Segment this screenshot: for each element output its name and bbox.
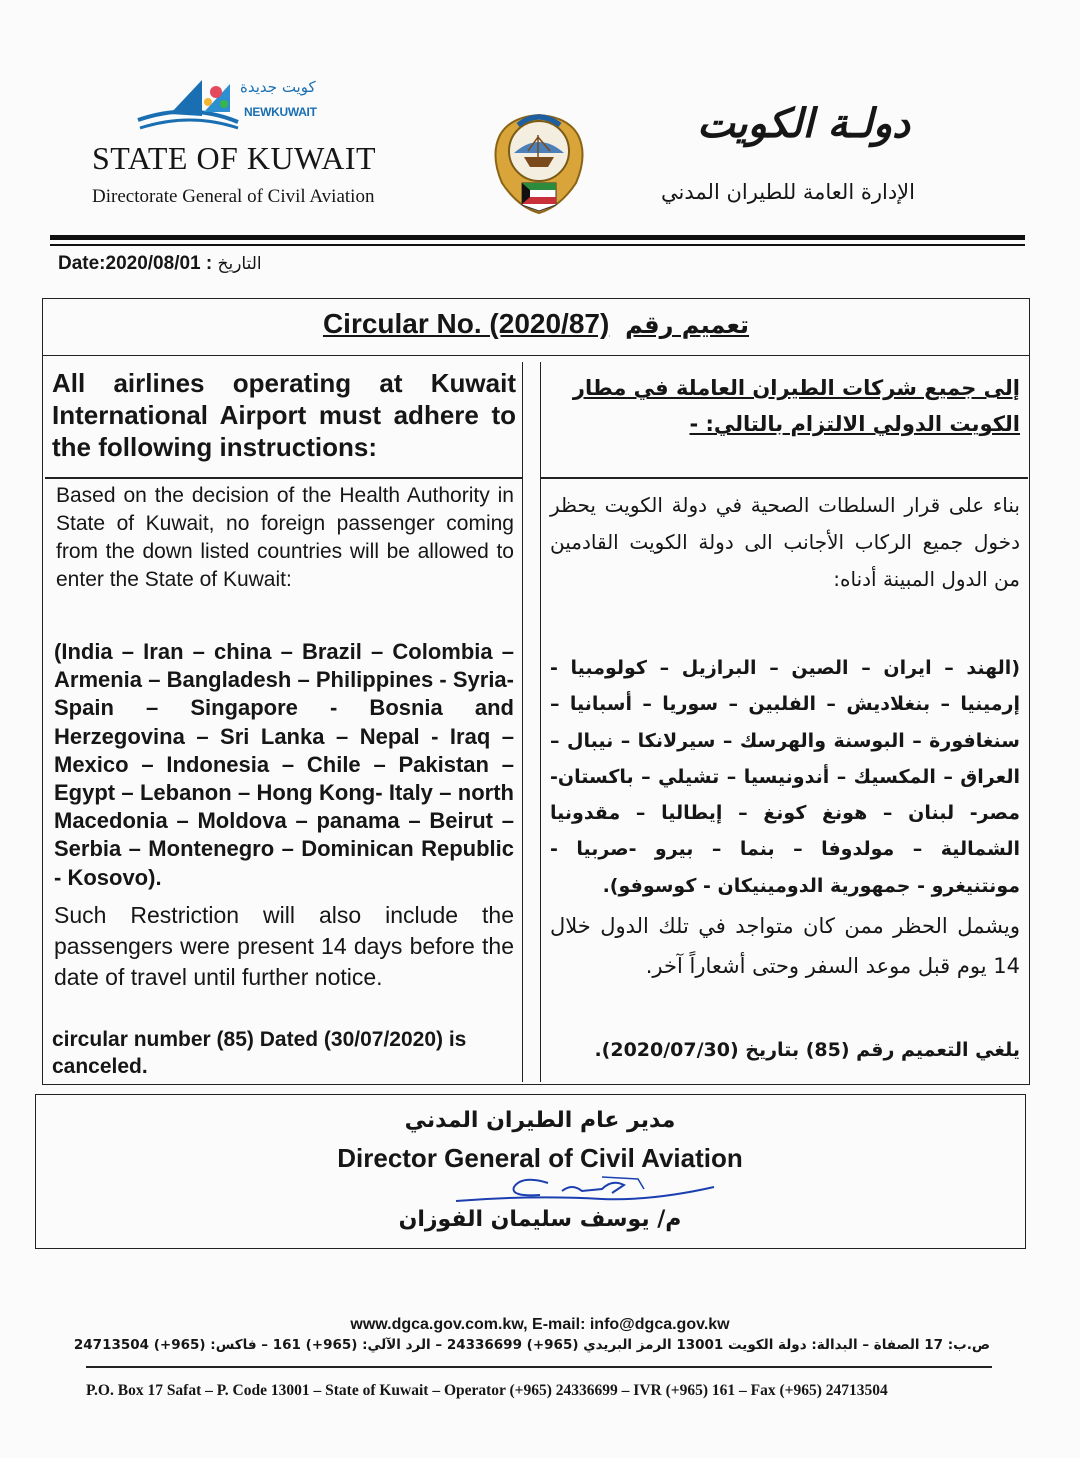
circular-title-bar	[42, 298, 1030, 356]
state-title-en: STATE OF KUWAIT	[92, 140, 377, 176]
restriction-paragraph-en: Such Restriction will also include the passengers were present 14 days before the date of travel until further notice.	[54, 902, 514, 990]
state-title-ar: دولـة الكويت	[697, 100, 910, 147]
countries-list-ar: (الهند – ايران – الصين – البرازيل – كولومبيا - إرمينيا – بنغلاديش – الفلبين – سوريا – أسبانيا – سنغافورة – البوسنة والهرسك – سيرلانكا – نيبال – العراق – المكسيك – أندونيسيا – تشيلي – باكستان- مصر- لبنان – هونغ كونغ – إيطاليا – مقدونيا الشمالية – مولدوفا – بنما – بيرو -صربيا - مونتنيغرو - جمهورية الدومينيكان - كوسوفو).	[550, 657, 1020, 897]
footer-divider	[86, 1366, 992, 1368]
logo-arabic-text: كويت جديدة	[240, 78, 316, 96]
document-date	[58, 253, 262, 275]
date-label-ar: التاريخ	[217, 254, 262, 274]
instructions-heading-en: All airlines operating at Kuwait International Airport must adhere to the following instructions:	[52, 368, 516, 462]
footer-address-ar: ص.ب: 17 الصفاة – البدالة: دولة الكويت 13001 الرمز البريدي (965+) 24336699 – الرد الآلي: (965+) 161 – فاكس: (965+) 24713504	[73, 1337, 990, 1353]
kuwait-emblem-icon	[488, 95, 590, 215]
circular-title-ar: تعميم رقم	[625, 311, 750, 339]
restriction-paragraph-ar: ويشمل الحظر ممن كان متواجد في تلك الدول خلال 14 يوم قبل موعد السفر وحتى أشعاراً آخر.	[550, 914, 1020, 978]
cancellation-note-ar: يلغي التعميم رقم (85) بتاريخ (2020/07/30).	[594, 1039, 1020, 1061]
footer-address-en: P.O. Box 17 Safat – P. Code 13001 – State of Kuwait – Operator (+965) 24336699 – IVR (+965) 161 – Fax (+965) 24713504	[86, 1382, 888, 1399]
header-divider-thick	[50, 235, 1025, 240]
director-name-ar: م/ يوسف سليمان الفوزان	[398, 1207, 682, 1232]
english-header-divider	[45, 477, 523, 479]
circular-number	[42, 308, 1030, 340]
countries-list-en: (India – Iran – china – Brazil – Colombia – Armenia – Bangladesh – Philippines - Syria-Spain – Singapore - Bosnia and Herzegovina – Sri Lanka – Nepal - Iraq – Mexico – Indonesia – Chile – Pakistan – Egypt – Lebanon – Hong Kong- Italy – north Macedonia – Moldova – panama – Beirut – Serbia – Montenegro – Dominican Republic - Kosovo).	[54, 639, 514, 890]
decision-paragraph-ar: بناء على قرار السلطات الصحية في دولة الكويت يحظر دخول جميع الركاب الأجانب الى دولة الكويت القادمين من الدول المبينة أدناه:	[550, 493, 1020, 591]
logo-english-text: NEWKUWAIT	[244, 105, 317, 119]
footer-web-email: www.dgca.gov.com.kw, E-mail: info@dgca.gov.kw	[350, 1316, 730, 1333]
cancellation-note-en: circular number (85) Dated (30/07/2020) is canceled.	[52, 1028, 467, 1078]
director-title-ar: مدير عام الطيران المدني	[404, 1108, 676, 1133]
dgca-title-ar: الإدارة العامة للطيران المدني	[661, 180, 915, 204]
circular-title-en: Circular No. (2020/87)	[322, 308, 610, 339]
handwritten-signature	[452, 1165, 722, 1213]
instructions-heading-ar: إلى جميع شركات الطيران العاملة في مطار الكويت الدولي الالتزام بالتالي: -	[572, 376, 1020, 436]
date-label: Date:2020/08/01 :	[58, 253, 218, 274]
header-divider-thin	[50, 244, 1025, 246]
arabic-header-divider	[540, 477, 1028, 479]
decision-paragraph-en: Based on the decision of the Health Authority in State of Kuwait, no foreign passenger coming from the down listed countries will be allowed to enter the State of Kuwait:	[56, 484, 514, 591]
dgca-title-en: Directorate General of Civil Aviation	[92, 186, 375, 207]
director-title-en: Director General of Civil Aviation	[337, 1143, 743, 1173]
